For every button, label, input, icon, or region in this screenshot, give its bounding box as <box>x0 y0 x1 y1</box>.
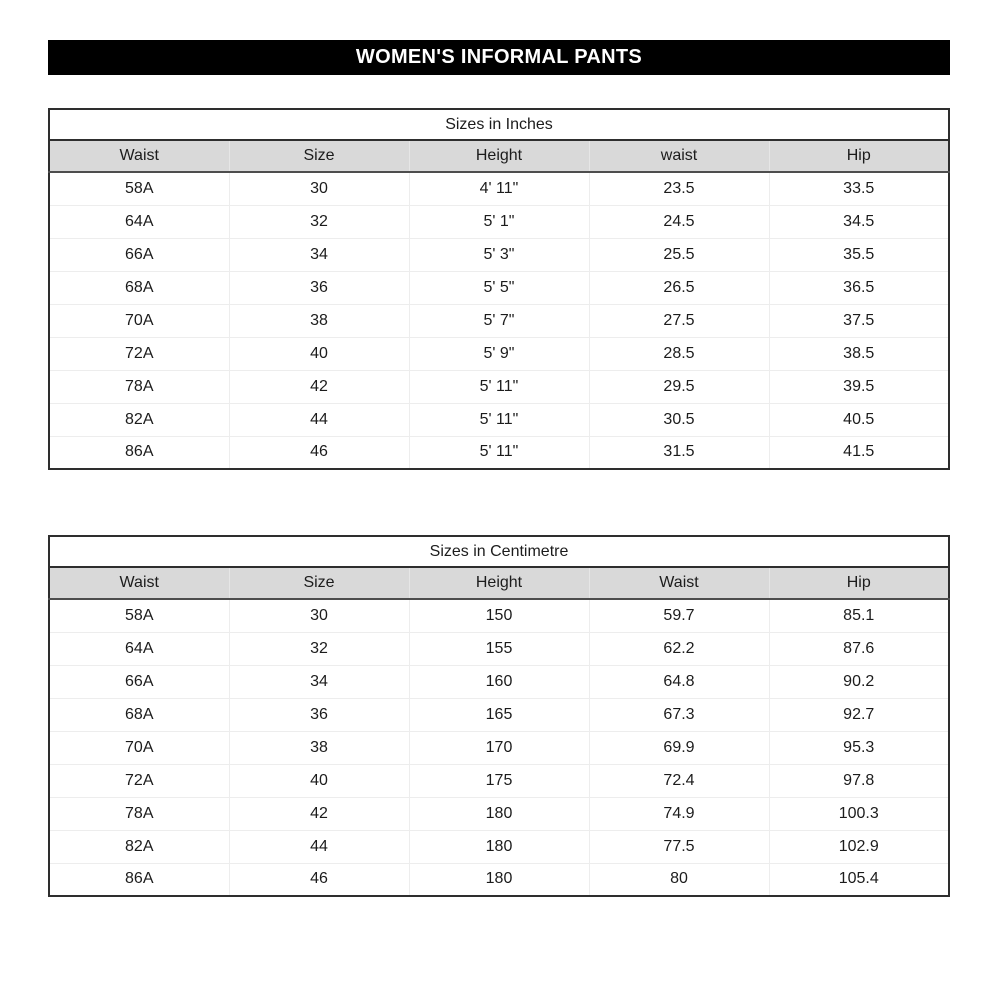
table-row <box>49 205 949 238</box>
column-header: Hip <box>769 567 949 599</box>
table-cell: 5' 11" <box>409 370 589 403</box>
table-cell: 70A <box>49 731 229 764</box>
table-cell: 39.5 <box>769 370 949 403</box>
table-cell: 5' 3" <box>409 238 589 271</box>
table-row <box>49 599 949 632</box>
table-row <box>49 304 949 337</box>
table-row <box>49 271 949 304</box>
table-cell: 175 <box>409 764 589 797</box>
page-title: WOMEN'S INFORMAL PANTS <box>355 46 643 68</box>
table-row <box>49 172 949 205</box>
table-cell: 36.5 <box>769 271 949 304</box>
table-cell: 78A <box>49 370 229 403</box>
table-header-row <box>49 140 949 172</box>
table-cell: 36 <box>229 698 409 731</box>
table-cell: 29.5 <box>589 370 769 403</box>
table-cell: 160 <box>409 665 589 698</box>
table-cell: 44 <box>229 403 409 436</box>
column-header: Size <box>229 140 409 172</box>
sizes-in-centimetre-table <box>48 535 950 897</box>
table-row <box>49 863 949 896</box>
table-cell: 180 <box>409 830 589 863</box>
table-cell: 40.5 <box>769 403 949 436</box>
table-cell: 30.5 <box>589 403 769 436</box>
table-cell: 62.2 <box>589 632 769 665</box>
table-cell: 58A <box>49 599 229 632</box>
table-cell: 82A <box>49 830 229 863</box>
table-cell: 41.5 <box>769 436 949 469</box>
column-header: Waist <box>49 567 229 599</box>
table-cell: 37.5 <box>769 304 949 337</box>
table-row <box>49 370 949 403</box>
table-cell: 180 <box>409 863 589 896</box>
table-cell: 67.3 <box>589 698 769 731</box>
table-cell: 28.5 <box>589 337 769 370</box>
table-cell: 87.6 <box>769 632 949 665</box>
table-title: Sizes in Centimetre <box>49 536 949 567</box>
table-cell: 102.9 <box>769 830 949 863</box>
table-cell: 105.4 <box>769 863 949 896</box>
table-cell: 46 <box>229 863 409 896</box>
column-header: Size <box>229 567 409 599</box>
table-cell: 70A <box>49 304 229 337</box>
table-cell: 69.9 <box>589 731 769 764</box>
table-cell: 77.5 <box>589 830 769 863</box>
table-cell: 58A <box>49 172 229 205</box>
table-cell: 155 <box>409 632 589 665</box>
table-cell: 42 <box>229 370 409 403</box>
table-cell: 86A <box>49 436 229 469</box>
table-row <box>49 764 949 797</box>
table-cell: 30 <box>229 172 409 205</box>
table-cell: 5' 11" <box>409 403 589 436</box>
table-cell: 38.5 <box>769 337 949 370</box>
table-cell: 180 <box>409 797 589 830</box>
table-cell: 5' 9" <box>409 337 589 370</box>
table-cell: 150 <box>409 599 589 632</box>
table-cell: 68A <box>49 271 229 304</box>
column-header: waist <box>589 140 769 172</box>
table-cell: 68A <box>49 698 229 731</box>
table-cell: 100.3 <box>769 797 949 830</box>
table-cell: 78A <box>49 797 229 830</box>
table-cell: 46 <box>229 436 409 469</box>
table-cell: 64.8 <box>589 665 769 698</box>
table-cell: 32 <box>229 205 409 238</box>
table-cell: 82A <box>49 403 229 436</box>
table-cell: 33.5 <box>769 172 949 205</box>
table-cell: 74.9 <box>589 797 769 830</box>
centimetre-table-section <box>48 535 950 897</box>
table-cell: 5' 11" <box>409 436 589 469</box>
table-cell: 40 <box>229 337 409 370</box>
table-row <box>49 632 949 665</box>
table-cell: 27.5 <box>589 304 769 337</box>
table-cell: 64A <box>49 632 229 665</box>
table-title-row <box>49 536 949 567</box>
column-header: Waist <box>49 140 229 172</box>
table-cell: 44 <box>229 830 409 863</box>
table-cell: 23.5 <box>589 172 769 205</box>
table-cell: 95.3 <box>769 731 949 764</box>
table-cell: 32 <box>229 632 409 665</box>
table-cell: 97.8 <box>769 764 949 797</box>
table-cell: 4' 11" <box>409 172 589 205</box>
table-cell: 5' 5" <box>409 271 589 304</box>
table-row <box>49 436 949 469</box>
table-cell: 85.1 <box>769 599 949 632</box>
column-header: Waist <box>589 567 769 599</box>
table-title: Sizes in Inches <box>49 109 949 140</box>
table-cell: 72A <box>49 764 229 797</box>
table-cell: 40 <box>229 764 409 797</box>
table-row <box>49 403 949 436</box>
table-cell: 72.4 <box>589 764 769 797</box>
table-row <box>49 665 949 698</box>
table-cell: 31.5 <box>589 436 769 469</box>
table-cell: 26.5 <box>589 271 769 304</box>
table-cell: 90.2 <box>769 665 949 698</box>
title-banner <box>48 40 950 75</box>
table-cell: 38 <box>229 304 409 337</box>
table-cell: 34 <box>229 238 409 271</box>
table-row <box>49 238 949 271</box>
table-cell: 165 <box>409 698 589 731</box>
table-cell: 86A <box>49 863 229 896</box>
table-cell: 5' 7" <box>409 304 589 337</box>
table-row <box>49 731 949 764</box>
column-header: Height <box>409 567 589 599</box>
table-cell: 24.5 <box>589 205 769 238</box>
table-cell: 25.5 <box>589 238 769 271</box>
table-cell: 5' 1" <box>409 205 589 238</box>
table-header-row <box>49 567 949 599</box>
table-cell: 36 <box>229 271 409 304</box>
table-cell: 35.5 <box>769 238 949 271</box>
table-title-row <box>49 109 949 140</box>
column-header: Height <box>409 140 589 172</box>
table-cell: 42 <box>229 797 409 830</box>
table-cell: 72A <box>49 337 229 370</box>
table-cell: 64A <box>49 205 229 238</box>
sizes-in-inches-table <box>48 108 950 470</box>
table-cell: 34.5 <box>769 205 949 238</box>
table-cell: 38 <box>229 731 409 764</box>
table-cell: 30 <box>229 599 409 632</box>
table-cell: 170 <box>409 731 589 764</box>
table-row <box>49 698 949 731</box>
table-cell: 34 <box>229 665 409 698</box>
table-cell: 92.7 <box>769 698 949 731</box>
column-header: Hip <box>769 140 949 172</box>
table-row <box>49 830 949 863</box>
table-cell: 66A <box>49 238 229 271</box>
table-row <box>49 797 949 830</box>
inches-table-section <box>48 108 950 470</box>
table-cell: 59.7 <box>589 599 769 632</box>
table-row <box>49 337 949 370</box>
table-cell: 80 <box>589 863 769 896</box>
table-cell: 66A <box>49 665 229 698</box>
